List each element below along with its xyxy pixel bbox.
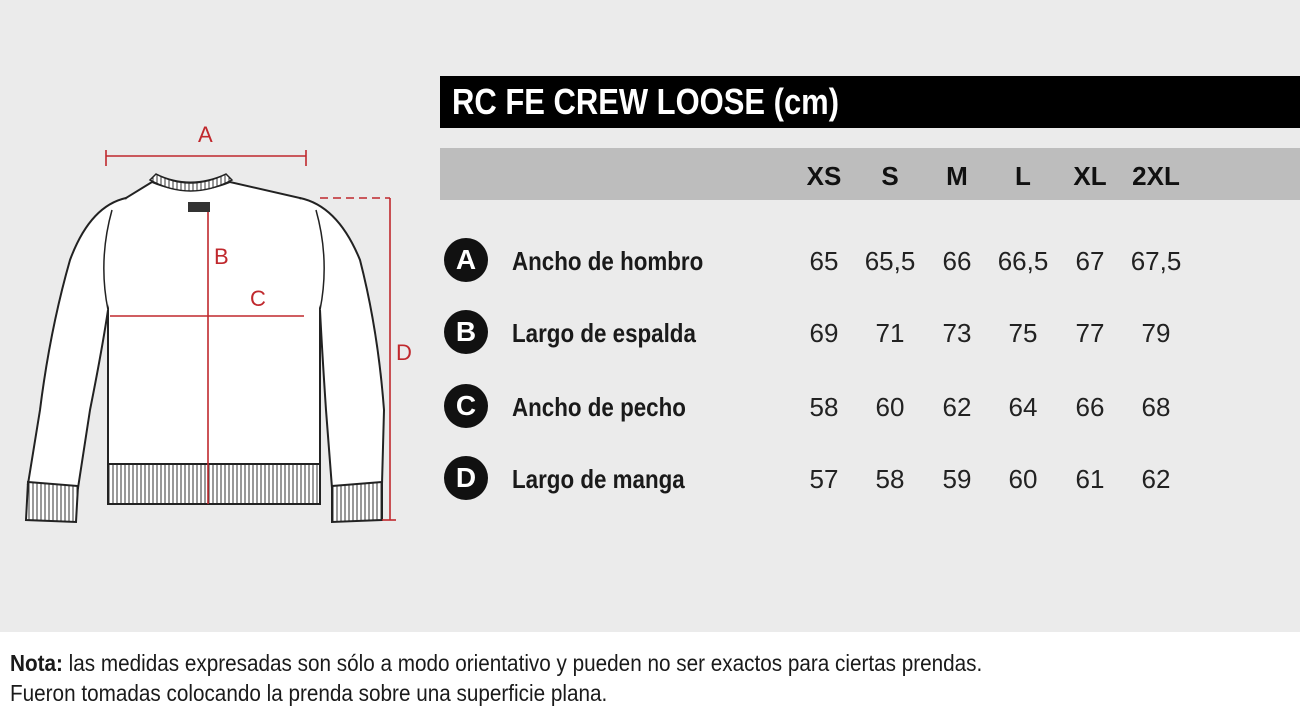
table-cell: 62 xyxy=(1141,464,1171,494)
size-header-2xl: 2XL xyxy=(1132,161,1180,191)
row-badge: B xyxy=(444,310,488,354)
table-cell: 66,5 xyxy=(997,246,1049,276)
chart-title-bar xyxy=(440,76,1300,128)
row-label: Largo de manga xyxy=(512,464,685,494)
size-header-row xyxy=(440,148,1300,200)
table-row xyxy=(440,310,1300,354)
table-row xyxy=(440,456,1300,500)
sweater-diagram xyxy=(20,110,440,540)
table-cell: 61 xyxy=(1075,464,1105,494)
table-cell: 73 xyxy=(942,318,972,348)
row-badge: C xyxy=(444,384,488,428)
table-cell: 77 xyxy=(1075,318,1105,348)
footnote xyxy=(10,648,1162,708)
row-label: Largo de espalda xyxy=(512,318,696,348)
size-header-l: L xyxy=(1015,161,1031,191)
table-cell: 60 xyxy=(875,392,905,422)
table-cell: 71 xyxy=(875,318,905,348)
diagram-label-a: A xyxy=(198,122,213,147)
table-cell: 68 xyxy=(1141,392,1171,422)
note-bold: Nota: xyxy=(10,650,63,676)
table-cell: 67 xyxy=(1075,246,1105,276)
table-cell: 62 xyxy=(942,392,972,422)
table-cell: 57 xyxy=(809,464,839,494)
row-badge: D xyxy=(444,456,488,500)
table-cell: 65,5 xyxy=(864,246,916,276)
table-cell: 65 xyxy=(809,246,839,276)
table-cell: 66 xyxy=(942,246,972,276)
diagram-label-c: C xyxy=(250,286,266,311)
size-header-m: M xyxy=(946,161,968,191)
row-badge: A xyxy=(444,238,488,282)
table-cell: 64 xyxy=(1008,392,1038,422)
table-cell: 58 xyxy=(875,464,905,494)
note-line-2: Fueron tomadas colocando la prenda sobre una superficie plana. xyxy=(10,680,608,706)
diagram-label-d: D xyxy=(396,340,412,365)
row-label: Ancho de pecho xyxy=(512,392,686,422)
table-row xyxy=(440,384,1300,428)
table-cell: 75 xyxy=(1008,318,1038,348)
table-cell: 60 xyxy=(1008,464,1038,494)
size-header-s: S xyxy=(881,161,899,191)
table-cell: 59 xyxy=(942,464,972,494)
table-cell: 67,5 xyxy=(1130,246,1182,276)
diagram-label-b: B xyxy=(214,244,229,269)
row-label: Ancho de hombro xyxy=(512,246,704,276)
table-cell: 69 xyxy=(809,318,839,348)
size-header-xs: XS xyxy=(806,161,842,191)
table-cell: 58 xyxy=(809,392,839,422)
note-line-1: las medidas expresadas son sólo a modo orientativo y pueden no ser exactos para ciertas prendas. xyxy=(62,650,983,676)
table-cell: 66 xyxy=(1075,392,1105,422)
table-row xyxy=(440,238,1300,282)
chart-title: RC FE CREW LOOSE (cm) xyxy=(452,81,840,122)
table-cell: 79 xyxy=(1141,318,1171,348)
size-header-xl: XL xyxy=(1073,161,1107,191)
